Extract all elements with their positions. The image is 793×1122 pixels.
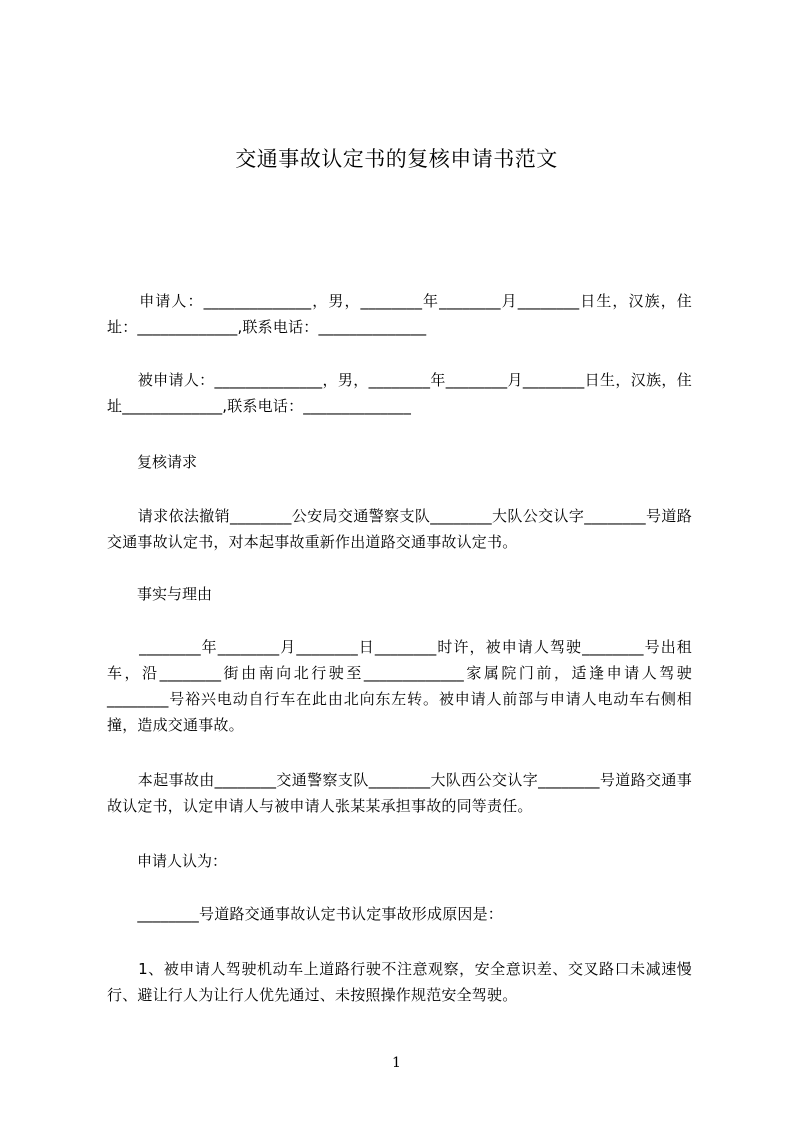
page-number: 1 bbox=[392, 1055, 401, 1071]
heading-applicant-view: 申请人认为： bbox=[137, 852, 228, 870]
document-title: 交通事故认定书的复核申请书范文 bbox=[235, 147, 558, 171]
facts-text: ________年________月________日________时许，被申请人驾驶________号出租车，沿________街由南向北行驶至_____________家属院门前，适逢申请人驾驶________号裕兴电动自行车在此由北向东左转。被申请人前部与申请人电动车右侧相撞，造成交通事故。 bbox=[107, 638, 692, 734]
applicant-info: 申请人：______________，男，________年________月________日生，汉族，住址：_____________,联系电话：______________ bbox=[107, 292, 692, 336]
accident-finding-text: 本起事故由________交通警察支队________大队西公交认字________号道路交通事故认定书，认定申请人与被申请人张某某承担事故的同等责任。 bbox=[107, 771, 692, 815]
respondent-info: 被申请人：______________，男，________年________月________日生，汉族，住址_____________,联系电话：______________ bbox=[107, 371, 692, 415]
cause-item-1: 1、被申请人驾驶机动车上道路行驶不注意观察，安全意识差、交叉路口未减速慢行、避让行人为让行人优先通过、未按照操作规范安全驾驶。 bbox=[107, 960, 692, 1004]
heading-review-request: 复核请求 bbox=[137, 453, 198, 471]
heading-facts-reasons: 事实与理由 bbox=[137, 585, 213, 603]
review-request-text: 请求依法撤销________公安局交通警察支队________大队公交认字________号道路交通事故认定书，对本起事故重新作出道路交通事故认定书。 bbox=[107, 507, 692, 551]
cause-intro-text: ________号道路交通事故认定书认定事故形成原因是： bbox=[107, 905, 504, 923]
